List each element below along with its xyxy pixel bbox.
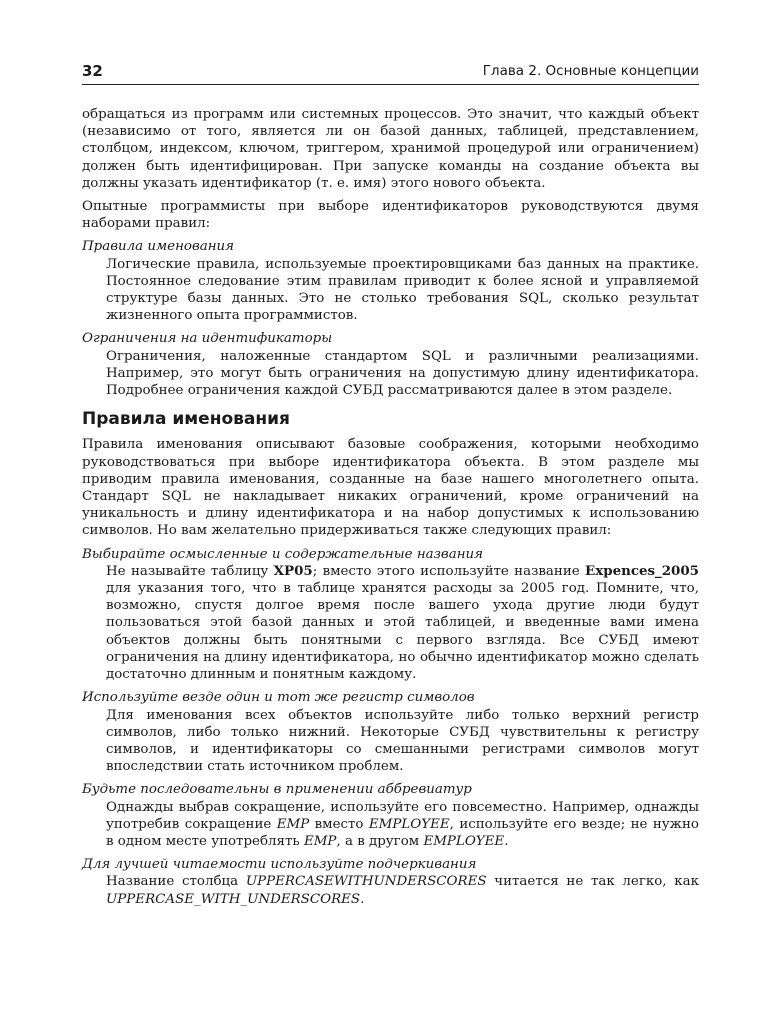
rule-term: Используйте везде один и тот же регистр символов — [82, 690, 475, 706]
code-term: EMP — [276, 816, 310, 832]
code-term: UPPERCASE_WITH_UNDERSCORES — [106, 891, 361, 907]
rule-text: Для именования всех объектов используйте либо только верхний регистр символов, либо только нижний. Некоторые СУБД чувствительны к регистру символов, и идентификаторы со смешанными регистрами символов могут впоследствии стать источником проблем. — [106, 707, 699, 775]
rule-text: Однажды выбрав сокращение, используйте его повсеместно. Например, однажды употребив сокращение EMP вместо EMPLOYEE, используйте его везде; не нужно в одном месте употреблять EMP, а в другом EMPLOYEE. — [106, 799, 699, 849]
section-intro: Правила именования описывают базовые соображения, которыми необходимо руководствоваться при выборе идентификатора объекта. В этом разделе мы приводим правила именования, созданные на базе нашего многолетнего опыта. Стандарт SQL не накладывает никаких ограничений, кроме ограничений на уникальность и длину идентификатора и на набор допустимых к использованию символов. Но вам желательно придерживаться также следующих правил: — [82, 437, 699, 539]
intro-paragraph-2: Опытные программисты при выборе идентификаторов руководствуются двумя наборами правил: — [82, 199, 699, 232]
code-term: XP05 — [273, 562, 313, 579]
definition-text: Ограничения, наложенные стандартом SQL и различными реализациями. Например, это могут быть ограничения на допустимую длину идентификатора. Подробнее ограничения каждой СУБД рассматриваются далее в этом разделе. — [106, 348, 699, 399]
code-term: EMPLOYEE — [368, 816, 450, 832]
code-term: EMPLOYEE — [423, 833, 505, 849]
section-heading: Правила именования — [82, 409, 290, 430]
rule-term: Для лучшей читаемости используйте подчеркивания — [82, 857, 477, 873]
definition-text: Логические правила, используемые проектировщиками баз данных на практике. Постоянное следование этим правилам приводит к более ясной и управляемой структуре базы данных. Это не столько требования SQL, сколько результат жизненного опыта программистов. — [106, 256, 699, 324]
code-term: EMP — [303, 833, 337, 849]
rule-term: Выбирайте осмысленные и содержательные названия — [82, 546, 484, 562]
intro-paragraph-1: обращаться из программ или системных процессов. Это значит, что каждый объект (независимо от того, является ли он базой данных, таблицей, представлением, столбцом, индексом, ключом, триггером, хранимой процедурой или ограничением) должен быть идентифицирован. При запуске команды на создание объекта вы должны указать идентификатор (т. е. имя) этого нового объекта. — [82, 107, 699, 191]
rule-text: Не называйте таблицу XP05; вместо этого используйте название Expences_2005 для указания того, что в таблице хранятся расходы за 2005 год. Помните, что, возможно, спустя долгое время после вашего ухода другие люди будут пользоваться этой базой данных и этой таблицей, и введенные вами имена объектов должны быть понятными с первого взгляда. Все СУБД имеют ограничения на длину идентификатора, но обычно идентификатор можно сделать достаточно длинным и понятным каждому. — [106, 562, 699, 683]
rule-text: Название столбца UPPERCASEWITHUNDERSCORES читается не так легко, как UPPERCASE_WITH_UNDERSCORES. — [106, 874, 699, 907]
running-header — [82, 62, 699, 85]
code-term: Expences_2005 — [585, 562, 699, 579]
rule-term: Будьте последовательны в применении аббревиатур — [82, 782, 472, 798]
page-content — [82, 106, 699, 914]
page-number: 32 — [82, 62, 103, 80]
definition-term: Ограничения на идентификаторы — [82, 331, 333, 347]
definition-term: Правила именования — [82, 239, 235, 255]
code-term: UPPERCASEWITHUNDERSCORES — [245, 874, 487, 890]
chapter-title: Глава 2. Основные концепции — [482, 63, 699, 79]
